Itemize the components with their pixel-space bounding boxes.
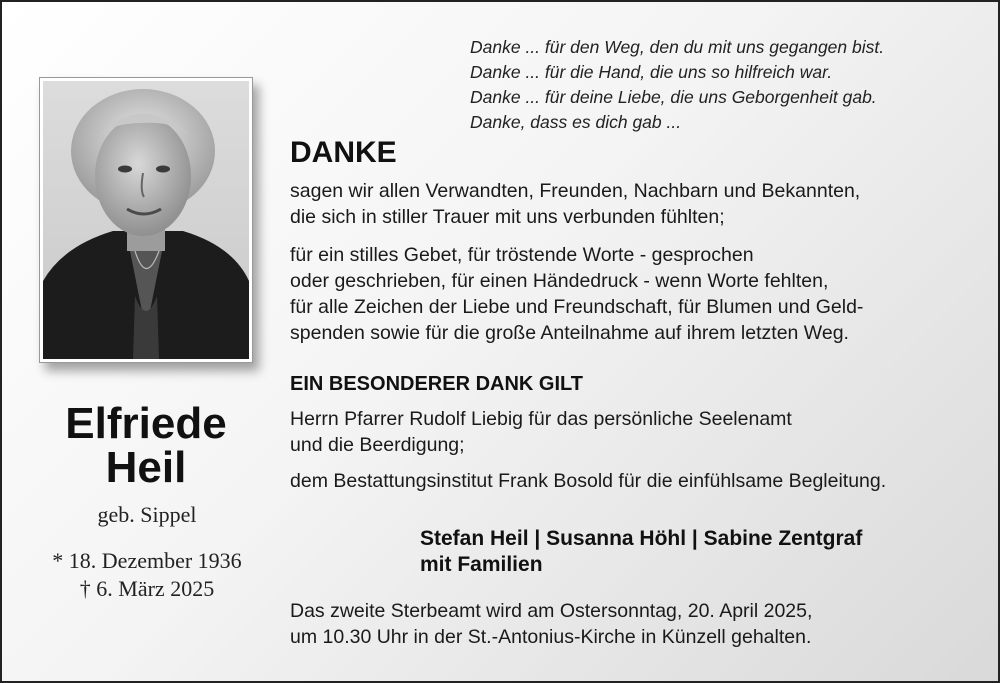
text-line: die sich in stiller Trauer mit uns verbunden fühlten; <box>290 206 725 228</box>
thanks-paragraph-2 <box>290 242 863 346</box>
special-thanks-text <box>290 406 886 494</box>
birth-date: * 18. Dezember 1936 <box>52 548 242 573</box>
death-date: † 6. März 2025 <box>79 576 215 601</box>
poem-line: Danke, dass es dich gab ... <box>470 112 682 132</box>
text-line: spenden sowie für die große Anteilnahme auf ihrem letzten Weg. <box>290 322 849 344</box>
poem <box>470 35 884 135</box>
poem-line: Danke ... für deine Liebe, die uns Geborgenheit gab. <box>470 87 877 107</box>
special-thanks-heading: EIN BESONDERER DANK GILT <box>290 373 583 395</box>
text-line: für ein stilles Gebet, für tröstende Worte - gesprochen <box>290 244 754 266</box>
signer-names: Stefan Heil | Susanna Höhl | Sabine Zentgraf <box>420 527 863 550</box>
text-line: dem Bestattungsinstitut Frank Bosold für die einfühlsame Begleitung. <box>290 470 887 492</box>
text-line: oder geschrieben, für einen Händedruck - wenn Worte fehlten, <box>290 270 829 292</box>
portrait-image <box>43 81 249 359</box>
portrait-photo <box>39 77 253 363</box>
text-line: für alle Zeichen der Liebe und Freundschaft, für Blumen und Geld- <box>290 296 864 318</box>
text-line: Herrn Pfarrer Rudolf Liebig für das persönliche Seelenamt <box>290 408 792 430</box>
text-line: um 10.30 Uhr in der St.-Antonius-Kirche in Künzell gehalten. <box>290 626 812 648</box>
text-line: und die Beerdigung; <box>290 434 465 456</box>
signers <box>420 526 862 578</box>
thanks-paragraph-1 <box>290 178 860 230</box>
thanks-heading: DANKE <box>290 136 397 169</box>
mass-notice <box>290 598 812 650</box>
signer-families: mit Familien <box>420 553 543 576</box>
text-line: sagen wir allen Verwandten, Freunden, Nachbarn und Bekannten, <box>290 180 861 202</box>
poem-line: Danke ... für den Weg, den du mit uns gegangen bist. <box>470 37 885 57</box>
text-line: Das zweite Sterbeamt wird am Ostersonntag, 20. April 2025, <box>290 600 813 622</box>
last-name: Heil <box>105 443 187 492</box>
poem-line: Danke ... für die Hand, die uns so hilfreich war. <box>470 62 833 82</box>
birth-name: geb. Sippel <box>97 502 197 527</box>
first-name: Elfriede <box>65 399 227 448</box>
